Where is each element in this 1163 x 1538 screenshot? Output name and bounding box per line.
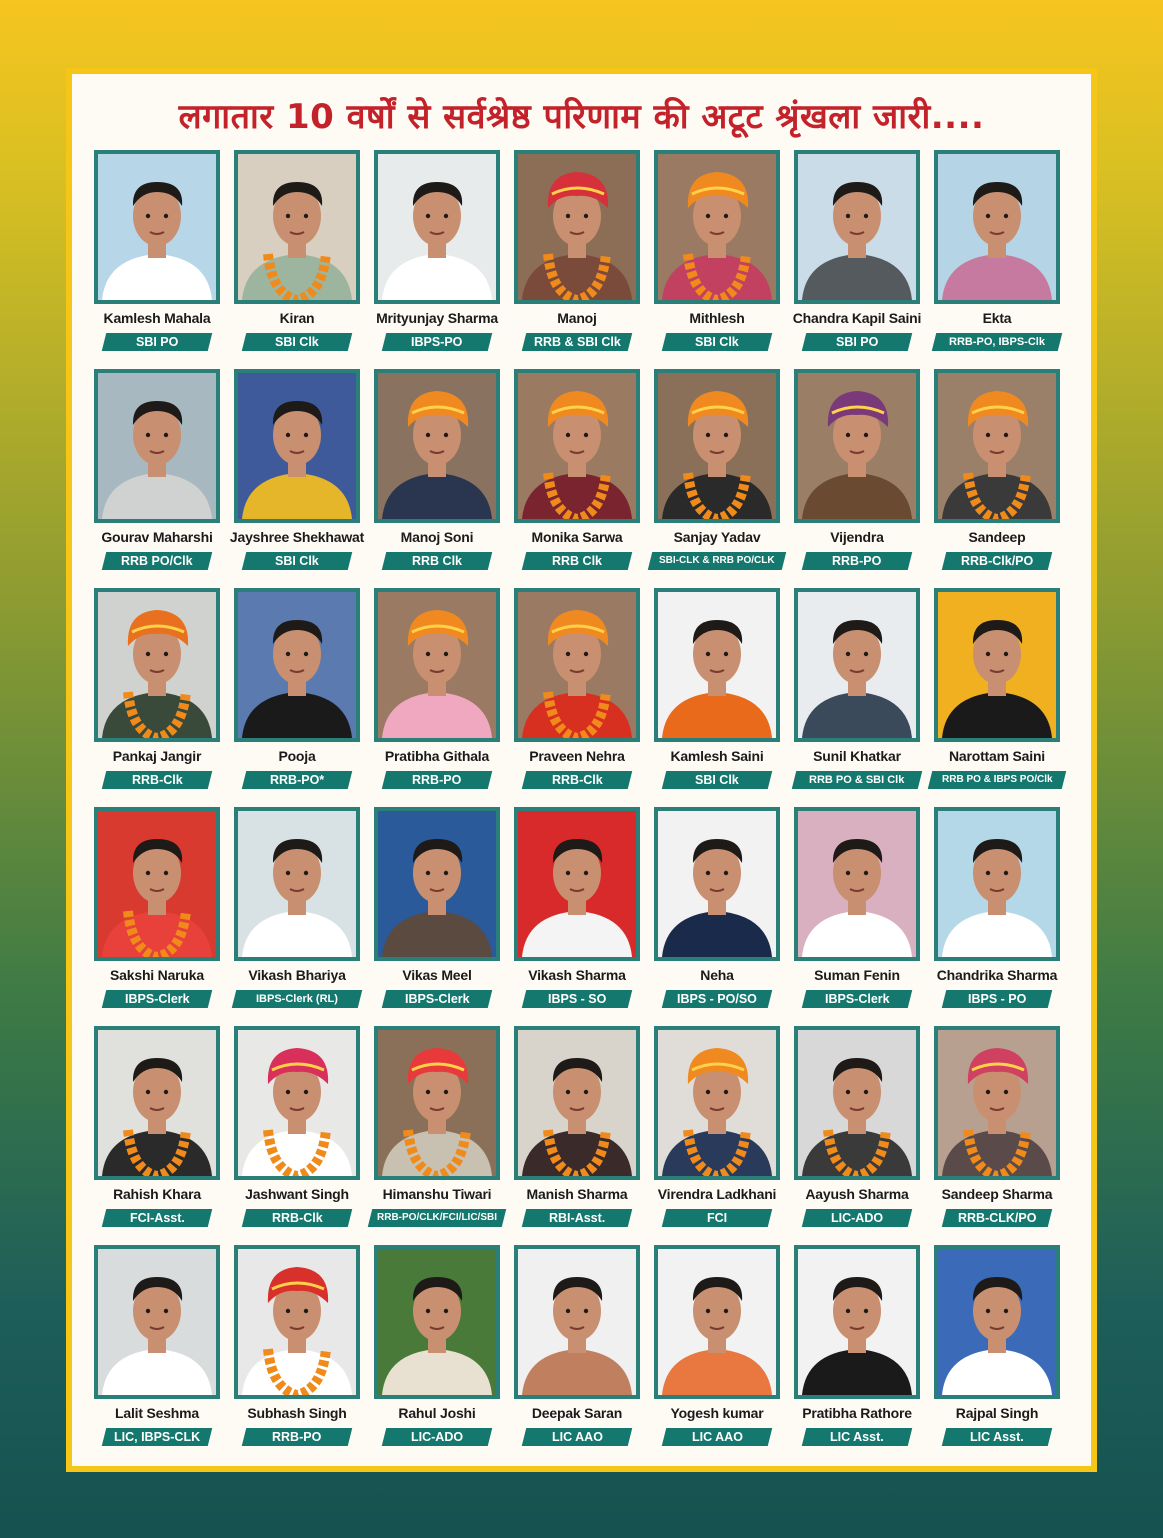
student-card [232, 1026, 362, 1236]
student-photo [934, 369, 1060, 523]
exam-badge [522, 1209, 632, 1227]
student-photo [654, 1245, 780, 1399]
student-name: Sunil Khatkar [813, 748, 901, 764]
exam-badge-label: SBI Clk [275, 335, 319, 349]
exam-badge-label: LIC, IBPS-CLK [113, 1430, 201, 1444]
student-card [232, 807, 362, 1017]
student-photo [234, 1026, 360, 1180]
student-name: Vijendra [830, 529, 884, 545]
student-card [652, 1245, 782, 1455]
student-photo [654, 588, 780, 742]
student-card [792, 588, 922, 798]
exam-badge-label: IBPS-PO [411, 335, 463, 349]
student-name: Virendra Ladkhani [657, 1186, 777, 1202]
exam-badge-label: RRB-PO [832, 554, 882, 568]
student-name: Vikas Meel [402, 967, 472, 983]
student-photo [794, 588, 920, 742]
student-card [372, 588, 502, 798]
student-card [512, 588, 642, 798]
student-card [652, 588, 782, 798]
student-card [92, 1245, 222, 1455]
exam-badge [382, 990, 492, 1008]
student-card [232, 1245, 362, 1455]
student-card [372, 150, 502, 360]
student-photo [234, 1245, 360, 1399]
exam-badge [382, 333, 492, 351]
exam-badge [382, 1428, 492, 1446]
student-name: Subhash Singh [247, 1405, 347, 1421]
student-card [932, 150, 1062, 360]
student-photo [374, 807, 500, 961]
student-photo [514, 369, 640, 523]
student-name: Gourav Maharshi [101, 529, 213, 545]
student-photo [934, 1026, 1060, 1180]
exam-badge-label: RRB-PO* [269, 773, 325, 787]
exam-badge-label: SBI-CLK & RRB PO/CLK [659, 555, 775, 566]
student-photo [94, 807, 220, 961]
student-name: Lalit Seshma [115, 1405, 199, 1421]
exam-badge-label: SBI Clk [695, 335, 739, 349]
exam-badge [802, 990, 912, 1008]
exam-badge [942, 552, 1052, 570]
exam-badge [242, 333, 352, 351]
student-card [652, 807, 782, 1017]
exam-badge-label: RRB PO & IBPS PO/Clk [941, 774, 1053, 785]
student-photo [514, 1026, 640, 1180]
exam-badge-label: IBPS-Clerk [404, 992, 470, 1006]
student-photo [374, 588, 500, 742]
student-name: Jashwant Singh [245, 1186, 349, 1202]
student-name: Yogesh kumar [670, 1405, 764, 1421]
exam-badge-label: SBI Clk [275, 554, 319, 568]
student-card [92, 588, 222, 798]
exam-badge-label: RRB Clk [411, 554, 462, 568]
exam-badge [232, 990, 362, 1008]
student-card [792, 369, 922, 579]
exam-badge [522, 552, 632, 570]
exam-badge-label: IBPS-Clerk (RL) [256, 993, 338, 1005]
exam-badge [522, 333, 632, 351]
student-name: Ekta [982, 310, 1012, 326]
exam-badge-label: FCI [706, 1211, 728, 1225]
student-card [512, 1245, 642, 1455]
student-name: Rahul Joshi [398, 1405, 476, 1421]
student-card [92, 1026, 222, 1236]
student-photo [794, 369, 920, 523]
student-name: Manish Sharma [526, 1186, 628, 1202]
exam-badge-label: RRB & SBI Clk [533, 335, 621, 349]
exam-badge [102, 552, 212, 570]
student-name: Monika Sarwa [531, 529, 623, 545]
student-name: Kamlesh Mahala [103, 310, 211, 326]
exam-badge-label: LIC AAO [691, 1430, 743, 1444]
student-photo [94, 1245, 220, 1399]
exam-badge [382, 552, 492, 570]
student-name: Mrityunjay Sharma [376, 310, 498, 326]
student-photo [794, 807, 920, 961]
student-card [512, 150, 642, 360]
exam-badge-label: RRB-CLK/PO [957, 1211, 1037, 1225]
exam-badge [942, 1209, 1052, 1227]
student-photo [94, 1026, 220, 1180]
exam-badge-label: RBI-Asst. [548, 1211, 606, 1225]
exam-badge [522, 990, 632, 1008]
exam-badge-label: LIC-ADO [410, 1430, 464, 1444]
exam-badge [942, 1428, 1052, 1446]
exam-badge-label: IBPS-Clerk [124, 992, 190, 1006]
exam-badge-label: FCI-Asst. [129, 1211, 185, 1225]
student-card [372, 1026, 502, 1236]
student-photo [934, 1245, 1060, 1399]
exam-badge-label: RRB-PO [412, 773, 462, 787]
student-name: Vikash Bhariya [248, 967, 346, 983]
student-card [372, 807, 502, 1017]
exam-badge [942, 990, 1052, 1008]
student-name: Manoj Soni [400, 529, 474, 545]
student-name: Sandeep [968, 529, 1026, 545]
exam-badge [102, 771, 212, 789]
student-photo [234, 150, 360, 304]
student-name: Pooja [278, 748, 316, 764]
student-card [512, 369, 642, 579]
exam-badge [662, 990, 772, 1008]
student-name: Rahish Khara [113, 1186, 201, 1202]
student-card [512, 1026, 642, 1236]
student-photo [94, 588, 220, 742]
student-photo [794, 150, 920, 304]
student-card [652, 150, 782, 360]
exam-badge-label: RRB-PO [272, 1430, 322, 1444]
exam-badge-label: RRB PO/Clk [121, 554, 193, 568]
student-card [792, 807, 922, 1017]
student-name: Pankaj Jangir [112, 748, 202, 764]
exam-badge-label: RRB-Clk/PO [960, 554, 1034, 568]
exam-badge [242, 552, 352, 570]
student-card [932, 1026, 1062, 1236]
exam-badge [792, 771, 922, 789]
exam-badge-label: LIC Asst. [830, 1430, 884, 1444]
student-name: Mithlesh [689, 310, 745, 326]
student-photo [654, 369, 780, 523]
student-photo [654, 150, 780, 304]
student-card [92, 369, 222, 579]
student-card [92, 807, 222, 1017]
student-name: Pratibha Githala [384, 748, 490, 764]
results-panel [66, 68, 1097, 1472]
student-photo [374, 1245, 500, 1399]
exam-badge [242, 1209, 352, 1227]
exam-badge [102, 1428, 212, 1446]
exam-badge-label: RRB PO & SBI Clk [809, 774, 905, 786]
exam-badge-label: LIC AAO [551, 1430, 603, 1444]
student-name: Sanjay Yadav [673, 529, 761, 545]
student-photo [374, 369, 500, 523]
exam-badge [242, 771, 352, 789]
student-photo [794, 1026, 920, 1180]
student-photo [234, 807, 360, 961]
student-card [652, 369, 782, 579]
exam-badge [802, 1428, 912, 1446]
student-name: Chandra Kapil Saini [792, 310, 922, 326]
exam-badge [648, 552, 786, 570]
exam-badge-label: LIC Asst. [970, 1430, 1024, 1444]
student-photo [374, 150, 500, 304]
student-photo [94, 150, 220, 304]
exam-badge-label: RRB-Clk [271, 1211, 323, 1225]
exam-badge-label: RRB-PO/CLK/FCI/LIC/SBI [377, 1212, 497, 1223]
exam-badge [242, 1428, 352, 1446]
exam-badge-label: RRB-Clk [551, 773, 603, 787]
student-photo [234, 369, 360, 523]
student-name: Sakshi Naruka [110, 967, 204, 983]
exam-badge [102, 333, 212, 351]
student-photo [94, 369, 220, 523]
student-photo [234, 588, 360, 742]
student-card [232, 588, 362, 798]
exam-badge-label: RRB-Clk [131, 773, 183, 787]
exam-badge [802, 333, 912, 351]
student-name: Kamlesh Saini [670, 748, 764, 764]
exam-badge-label: RRB-PO, IBPS-Clk [949, 336, 1045, 348]
page-title: लगातार 10 वर्षों से सर्वश्रेष्ठ परिणाम की अटूट श्रृंखला जारी.... [178, 97, 985, 137]
student-card [792, 150, 922, 360]
student-card [232, 150, 362, 360]
student-photo [934, 150, 1060, 304]
student-card [652, 1026, 782, 1236]
student-photo [514, 1245, 640, 1399]
student-name: Manoj [557, 310, 597, 326]
student-photo [654, 1026, 780, 1180]
student-photo [654, 807, 780, 961]
student-name: Kiran [279, 310, 315, 326]
student-photo [514, 807, 640, 961]
exam-badge-label: SBI PO [135, 335, 179, 349]
student-card [372, 369, 502, 579]
exam-badge-label: IBPS - SO [547, 992, 607, 1006]
exam-badge-label: SBI Clk [695, 773, 739, 787]
student-card [229, 369, 365, 579]
exam-badge-label: LIC-ADO [830, 1211, 884, 1225]
student-photo [514, 588, 640, 742]
student-photo [794, 1245, 920, 1399]
exam-badge [802, 1209, 912, 1227]
exam-badge [662, 771, 772, 789]
student-card [932, 369, 1062, 579]
student-card [792, 1026, 922, 1236]
student-photo [374, 1026, 500, 1180]
exam-badge [102, 990, 212, 1008]
exam-badge-label: SBI PO [835, 335, 879, 349]
student-name: Deepak Saran [531, 1405, 623, 1421]
student-name: Neha [700, 967, 734, 983]
student-photo [934, 807, 1060, 961]
exam-badge-label: IBPS - PO [967, 992, 1027, 1006]
student-name: Himanshu Tiwari [382, 1186, 492, 1202]
exam-badge [522, 771, 632, 789]
student-name: Sandeep Sharma [941, 1186, 1053, 1202]
exam-badge [928, 771, 1066, 789]
student-name: Vikash Sharma [528, 967, 626, 983]
exam-badge-label: RRB Clk [551, 554, 602, 568]
student-card [932, 807, 1062, 1017]
exam-badge [382, 771, 492, 789]
exam-badge [662, 333, 772, 351]
exam-badge-label: IBPS-Clerk [824, 992, 890, 1006]
student-name: Rajpal Singh [955, 1405, 1039, 1421]
student-name: Narottam Saini [949, 748, 1045, 764]
exam-badge [368, 1209, 506, 1227]
student-photo [934, 588, 1060, 742]
exam-badge [802, 552, 912, 570]
student-card [932, 1245, 1062, 1455]
student-card [932, 588, 1062, 798]
student-name: Pratibha Rathore [802, 1405, 912, 1421]
exam-badge [662, 1428, 772, 1446]
student-card [792, 1245, 922, 1455]
student-name: Suman Fenin [814, 967, 900, 983]
student-card [372, 1245, 502, 1455]
student-photo [514, 150, 640, 304]
student-name: Praveen Nehra [529, 748, 625, 764]
exam-badge [932, 333, 1062, 351]
exam-badge-label: IBPS - PO/SO [677, 992, 757, 1006]
exam-badge [662, 1209, 772, 1227]
student-name: Chandrika Sharma [936, 967, 1058, 983]
student-card [92, 150, 222, 360]
student-name: Aayush Sharma [805, 1186, 909, 1202]
exam-badge [522, 1428, 632, 1446]
student-name: Jayshree Shekhawat [229, 529, 365, 545]
exam-badge [102, 1209, 212, 1227]
student-card [512, 807, 642, 1017]
